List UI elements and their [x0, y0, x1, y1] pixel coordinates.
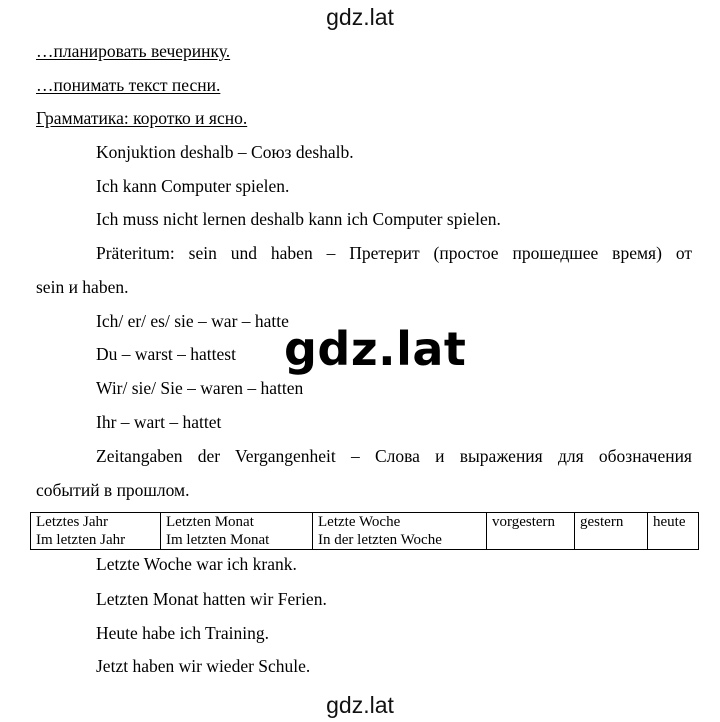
- table-cell-last-week: [313, 513, 487, 550]
- conjugation-line-1: Ich/ er/ es/ sie – war – hatte: [96, 311, 289, 331]
- watermark-top: gdz.lat: [326, 4, 394, 30]
- table-row: [31, 513, 699, 550]
- table-cell-last-month: [161, 513, 313, 550]
- cell-text: gestern: [580, 514, 624, 530]
- conjugation-line-4: Ihr – wart – hattet: [96, 412, 222, 432]
- cell-text: In der letzten Woche: [318, 532, 442, 548]
- example-sentence-3: Heute habe ich Training.: [96, 623, 270, 643]
- time-expressions-table: [30, 512, 699, 550]
- praeteritum-line: Präteritum: sein und haben – Претерит (простое прошедшее время) от: [96, 243, 692, 263]
- example-sentence-2: Letzten Monat hatten wir Ferien.: [96, 589, 327, 609]
- konjunktion-line: Konjuktion deshalb – Союз deshalb.: [96, 142, 354, 162]
- cell-text: vorgestern: [492, 514, 556, 530]
- table-cell-vorgestern: [487, 513, 575, 550]
- watermark-bottom: gdz.lat: [326, 692, 394, 718]
- example-sentence-1: Letzte Woche war ich krank.: [96, 554, 297, 574]
- example-sentence-4: Jetzt haben wir wieder Schule.: [96, 656, 311, 676]
- cell-text: Letzte Woche: [318, 514, 401, 530]
- cell-text: Letzten Monat: [166, 514, 254, 530]
- zeitangaben-line-cont: событий в прошлом.: [36, 480, 190, 500]
- cell-text: Letztes Jahr: [36, 514, 109, 530]
- cell-text: Im letzten Jahr: [36, 532, 126, 548]
- example-line-2: Ich muss nicht lernen deshalb kann ich Computer spielen.: [96, 209, 501, 229]
- cell-text: Im letzten Monat: [166, 532, 270, 548]
- zeitangaben-line: Zeitangaben der Vergangenheit – Слова и выражения для обозначения: [96, 446, 692, 466]
- heading-plan-party: …планировать вечеринку.: [36, 41, 231, 61]
- praeteritum-line-cont: sein и haben.: [36, 277, 129, 297]
- conjugation-line-2: Du – warst – hattest: [96, 344, 236, 364]
- heading-understand-song: …понимать текст песни.: [36, 75, 221, 95]
- watermark-center: gdz.lat: [284, 322, 467, 376]
- table-cell-gestern: [575, 513, 648, 550]
- cell-text: heute: [653, 514, 686, 530]
- table-cell-last-year: [31, 513, 161, 550]
- heading-grammar: Грамматика: коротко и ясно.: [36, 108, 248, 128]
- conjugation-line-3: Wir/ sie/ Sie – waren – hatten: [96, 378, 304, 398]
- example-line-1: Ich kann Computer spielen.: [96, 176, 290, 196]
- table-cell-heute: [648, 513, 699, 550]
